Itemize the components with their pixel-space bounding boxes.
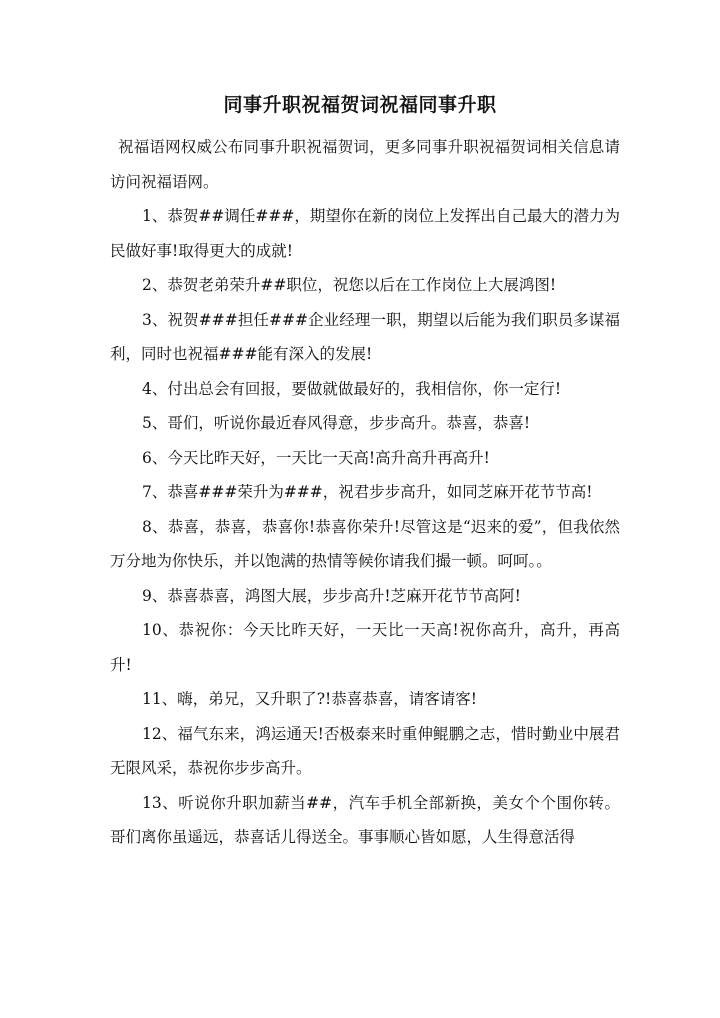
wish-item-9: 9、恭喜恭喜，鸿图大展，步步高升!芝麻开花节节高阿! — [142, 586, 521, 605]
wish-item-7: 7、恭喜###荣升为###，祝君步步高升，如同芝麻开花节节高! — [142, 483, 593, 501]
wish-item-12: 12、福气东来，鸿运通天!否极泰来时重伸鲲鹏之志，惜时勤业中展君无限风采，恭祝你步步高升。 — [110, 724, 620, 777]
wish-item-13: 13、听说你升职加薪当##，汽车手机全部新换，美女个个围你转。哥们离你虽遥远，恭喜话儿得送全。事事顺心皆如愿，人生得意活得 — [110, 793, 620, 846]
wish-item-8: 8、恭喜，恭喜，恭喜你!恭喜你荣升!尽管这是“迟来的爱”，但我依然万分地为你快乐，并以饱满的热情等候你请我们撮一顿。呵呵。。 — [110, 517, 620, 570]
intro-paragraph: 祝福语网权威公布同事升职祝福贺词，更多同事升职祝福贺词相关信息请访问祝福语网。 — [110, 138, 620, 191]
document-title: 同事升职祝福贺词祝福同事升职 — [223, 94, 497, 116]
wish-item-6: 6、今天比昨天好，一天比一天高!高升高升再高升! — [142, 448, 490, 467]
wish-item-3: 3、祝贺###担任###企业经理一职，期望以后能为我们职员多谋福利，同时也祝福###能有深入的发展! — [110, 310, 620, 363]
wish-item-2: 2、恭贺老弟荣升##职位，祝您以后在工作岗位上大展鸿图! — [142, 276, 557, 294]
document-body — [110, 130, 620, 855]
wish-item-4: 4、付出总会有回报，要做就做最好的，我相信你，你一定行! — [142, 379, 562, 398]
wish-item-10: 10、恭祝你：今天比昨天好，一天比一天高!祝你高升，高升，再高升! — [110, 621, 620, 674]
wish-item-5: 5、哥们，听说你最近春风得意，步步高升。恭喜，恭喜! — [142, 414, 531, 432]
wish-item-11: 11、嗨，弟兄，又升职了?!恭喜恭喜，请客请客! — [142, 690, 477, 708]
wish-item-1: 1、恭贺##调任###，期望你在新的岗位上发挥出自己最大的潜力为民做好事!取得更大的成就! — [110, 207, 620, 260]
